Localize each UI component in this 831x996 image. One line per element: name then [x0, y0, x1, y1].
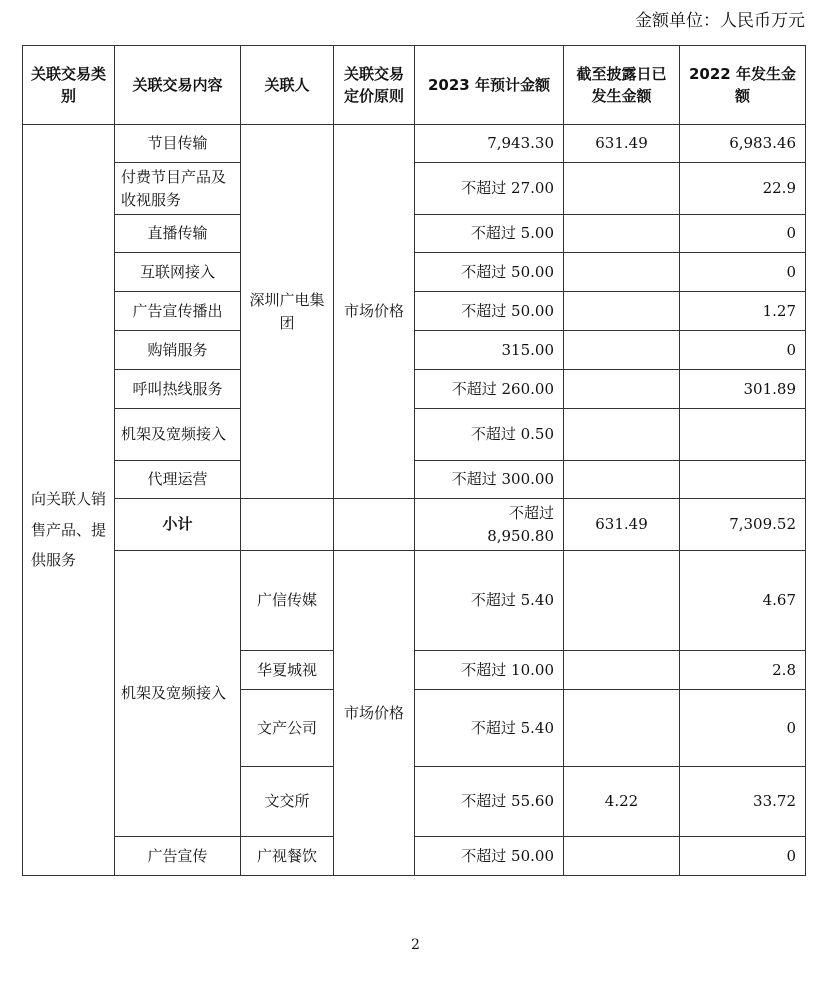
content-cell: 直播传输	[115, 215, 241, 253]
estimate-cell: 不超过 55.60	[415, 767, 564, 837]
estimate-cell: 不超过 300.00	[415, 461, 564, 499]
occurred-cell: 4.22	[564, 767, 680, 837]
occurred-cell	[564, 370, 680, 409]
occurred-cell	[564, 551, 680, 651]
content-cell: 代理运营	[115, 461, 241, 499]
category-cell: 向关联人销售产品、提供服务	[23, 125, 115, 876]
content-cell: 购销服务	[115, 331, 241, 370]
prior-cell: 0	[680, 215, 806, 253]
header-pricing: 关联交易定价原则	[334, 46, 415, 125]
prior-cell: 301.89	[680, 370, 806, 409]
prior-cell	[680, 461, 806, 499]
table-row	[23, 163, 806, 215]
pricing-cell: 市场价格	[334, 125, 415, 499]
header-content: 关联交易内容	[115, 46, 241, 125]
header-party: 关联人	[241, 46, 334, 125]
header-occurred: 截至披露日已发生金额	[564, 46, 680, 125]
subtotal-estimate-text: 不超过 8,950.80	[487, 504, 554, 545]
occurred-cell	[564, 690, 680, 767]
table-row	[23, 253, 806, 292]
header-amount-2022: 2022 年发生金额	[680, 46, 806, 125]
table-row	[23, 370, 806, 409]
content-cell: 广告宣传播出	[115, 292, 241, 331]
estimate-cell: 不超过 5.40	[415, 551, 564, 651]
prior-cell: 1.27	[680, 292, 806, 331]
prior-cell: 0	[680, 837, 806, 876]
prior-cell: 6,983.46	[680, 125, 806, 163]
occurred-cell	[564, 253, 680, 292]
header-row	[23, 46, 806, 125]
content-cell: 呼叫热线服务	[115, 370, 241, 409]
estimate-cell: 不超过 0.50	[415, 409, 564, 461]
estimate-cell: 不超过 260.00	[415, 370, 564, 409]
party-cell: 广视餐饮	[241, 837, 334, 876]
occurred-cell	[564, 461, 680, 499]
prior-cell: 0	[680, 331, 806, 370]
content-cell: 互联网接入	[115, 253, 241, 292]
content-cell: 机架及宽频接入	[115, 409, 241, 461]
occurred-cell	[564, 331, 680, 370]
occurred-cell	[564, 837, 680, 876]
occurred-cell	[564, 292, 680, 331]
pricing-cell: 市场价格	[334, 551, 415, 876]
prior-cell: 2.8	[680, 651, 806, 690]
page-number: 2	[411, 937, 420, 953]
header-category: 关联交易类别	[23, 46, 115, 125]
estimate-cell: 不超过 50.00	[415, 253, 564, 292]
occurred-cell	[564, 409, 680, 461]
occurred-cell	[564, 215, 680, 253]
party-cell: 文产公司	[241, 690, 334, 767]
estimate-cell: 不超过 5.40	[415, 690, 564, 767]
content-cell: 付费节目产品及收视服务	[115, 163, 241, 215]
estimate-cell: 不超过 50.00	[415, 292, 564, 331]
prior-cell: 0	[680, 253, 806, 292]
table-row	[23, 331, 806, 370]
estimate-cell: 7,943.30	[415, 125, 564, 163]
estimate-cell: 不超过 10.00	[415, 651, 564, 690]
occurred-cell	[564, 651, 680, 690]
party-cell: 华夏城视	[241, 651, 334, 690]
occurred-cell: 631.49	[564, 125, 680, 163]
empty-cell	[334, 499, 415, 551]
related-transactions-table	[22, 45, 806, 876]
subtotal-prior: 7,309.52	[680, 499, 806, 551]
header-estimate-2023: 2023 年预计金额	[415, 46, 564, 125]
table-row	[23, 125, 806, 163]
estimate-cell: 315.00	[415, 331, 564, 370]
estimate-cell: 不超过 50.00	[415, 837, 564, 876]
subtotal-row	[23, 499, 806, 551]
content-cell: 机架及宽频接入	[115, 551, 241, 837]
table-row	[23, 215, 806, 253]
prior-cell: 22.9	[680, 163, 806, 215]
table-row	[23, 461, 806, 499]
subtotal-occurred: 631.49	[564, 499, 680, 551]
content-cell: 节目传输	[115, 125, 241, 163]
prior-cell: 0	[680, 690, 806, 767]
party-cell: 深圳广电集团	[241, 125, 334, 499]
subtotal-estimate	[415, 499, 564, 551]
prior-cell: 33.72	[680, 767, 806, 837]
prior-cell: 4.67	[680, 551, 806, 651]
occurred-cell	[564, 163, 680, 215]
table-row	[23, 837, 806, 876]
prior-cell	[680, 409, 806, 461]
subtotal-label: 小计	[115, 499, 241, 551]
party-cell: 广信传媒	[241, 551, 334, 651]
table-row	[23, 409, 806, 461]
estimate-cell: 不超过 5.00	[415, 215, 564, 253]
table-row	[23, 551, 806, 651]
party-cell: 文交所	[241, 767, 334, 837]
table-row	[23, 292, 806, 331]
empty-cell	[241, 499, 334, 551]
content-cell: 广告宣传	[115, 837, 241, 876]
estimate-cell: 不超过 27.00	[415, 163, 564, 215]
unit-label: 金额单位：人民币万元	[635, 11, 805, 31]
